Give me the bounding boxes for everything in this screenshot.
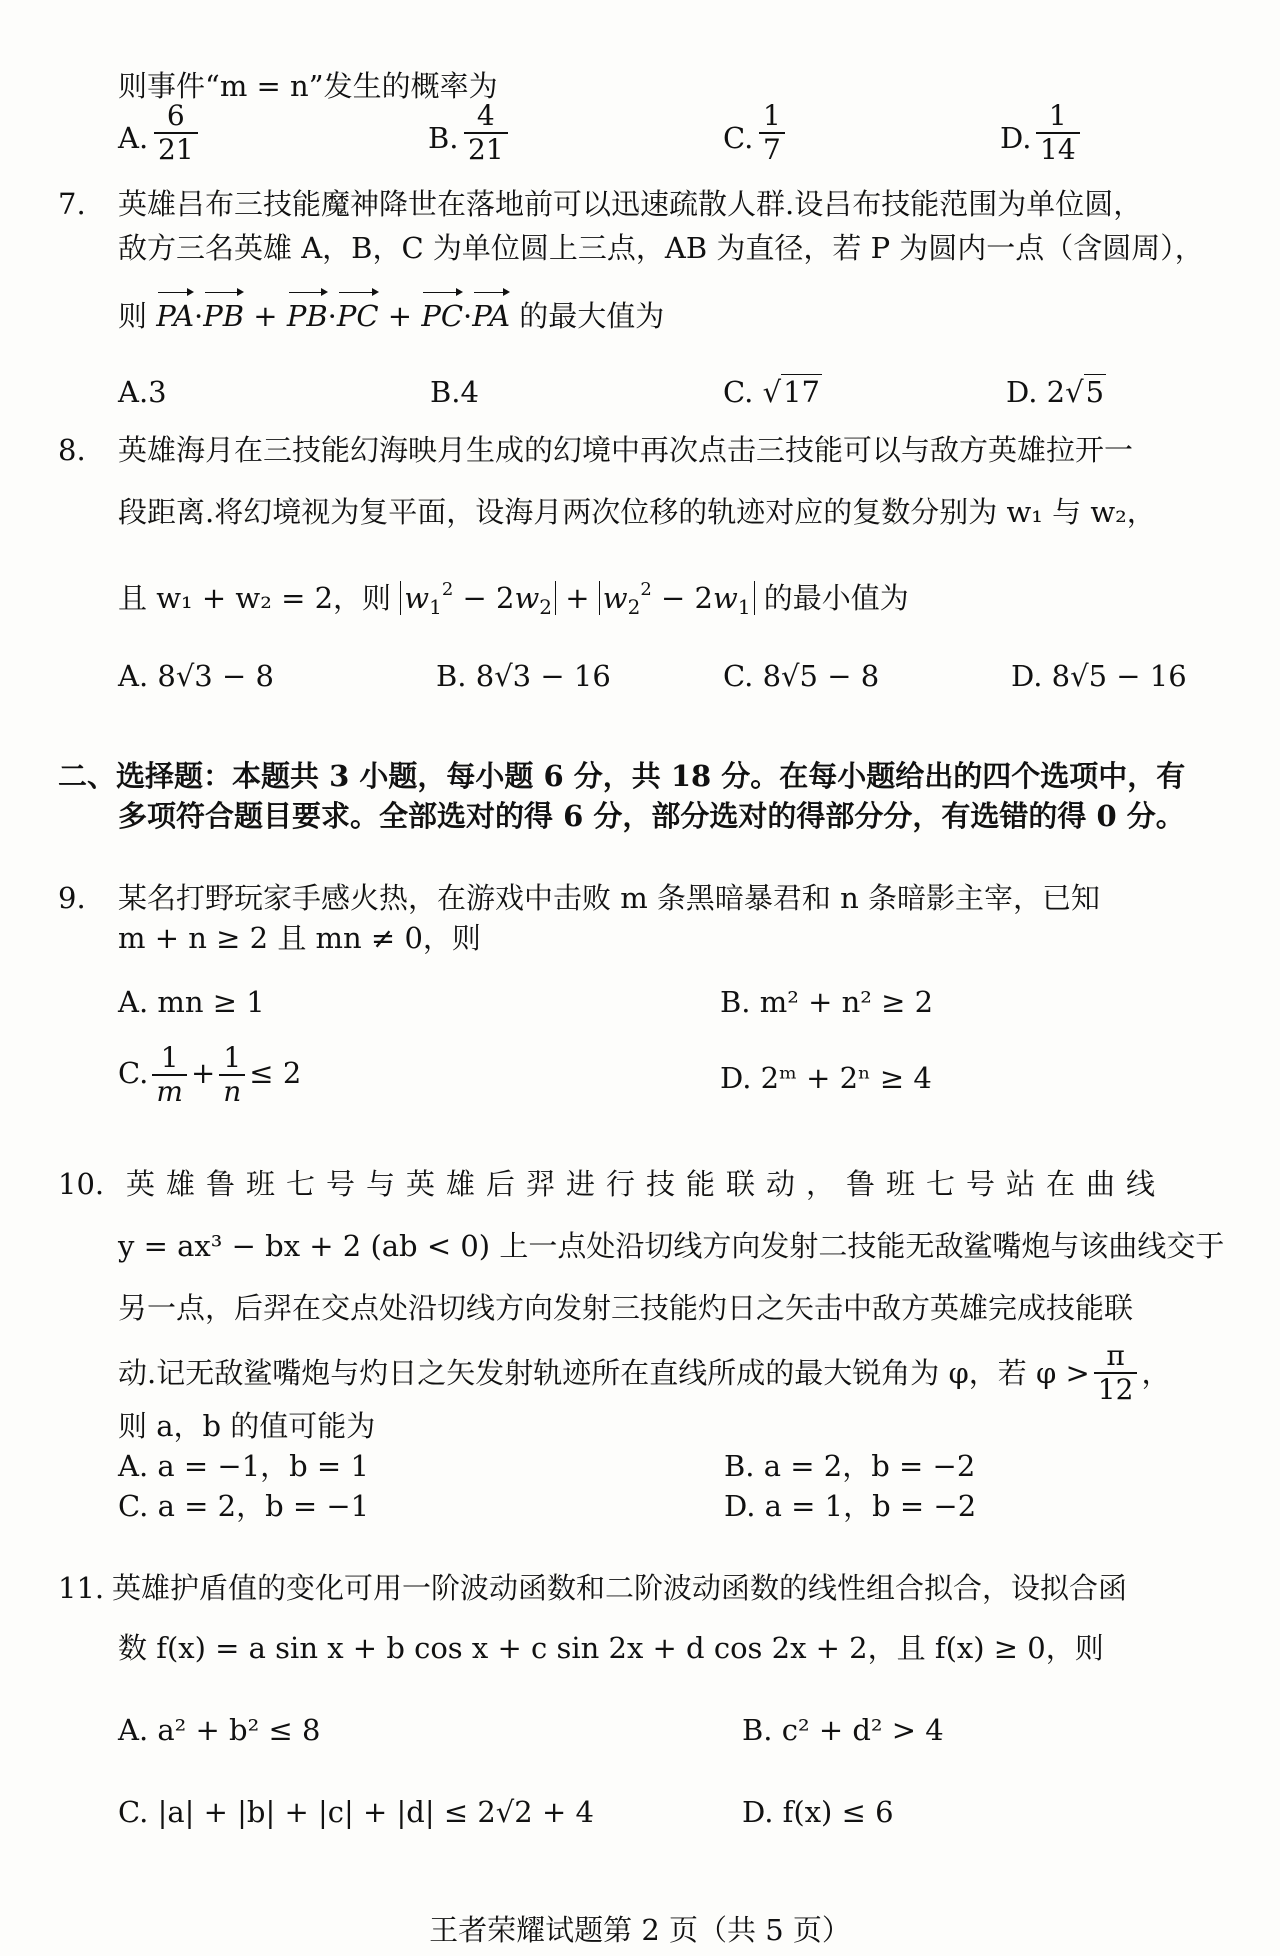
q10-option-c: C. a = 2，b = −1: [118, 1489, 370, 1523]
page-footer: 王者荣耀试题第 2 页（共 5 页）: [429, 1913, 851, 1947]
q8-option-d: D. 8√5 − 16: [1011, 659, 1187, 693]
q6-option-a-label: A.: [118, 121, 149, 155]
q11-option-a: A. a² + b² ≤ 8: [118, 1713, 321, 1747]
q7-line1: 英雄吕布三技能魔神降世在落地前可以迅速疏散人群.设吕布技能范围为单位圆，: [118, 187, 1143, 221]
section2-line2: 多项符合题目要求。全部选对的得 6 分，部分选对的得部分分，有选错的得 0 分。: [118, 799, 1185, 833]
q9-option-a: A. mn ≥ 1: [118, 985, 265, 1019]
q7-line2: 敌方三名英雄 A，B，C 为单位圆上三点，AB 为直径，若 P 为圆内一点（含圆周），: [118, 231, 1204, 265]
q6-option-c-frac: $\frac{1}{7}$: [759, 100, 785, 166]
q9-option-b: B. m² + n² ≥ 2: [720, 985, 934, 1019]
q8-line1: 英雄海月在三技能幻海映月生成的幻境中再次点击三技能可以与敌方英雄拉开一: [118, 433, 1134, 467]
q6-stem-tail: 则事件“m = n”发生的概率为: [118, 69, 498, 103]
q7-option-a: A.3: [118, 375, 167, 409]
q7-line3: 则 PA·PB + PB·PC + PC·PA 的最大值为: [118, 290, 664, 336]
q8-option-c: C. 8√5 − 8: [723, 659, 880, 693]
q11-number: 11.: [58, 1571, 105, 1605]
q10-line5: 则 a，b 的值可能为: [118, 1409, 376, 1443]
q8-line2: 段距离.将幻境视为复平面，设海月两次位移的轨迹对应的复数分别为 w₁ 与 w₂，: [118, 495, 1156, 529]
q6-option-a-frac: $\frac{6}{21}$: [154, 100, 198, 166]
q6-option-d-label: D.: [1000, 121, 1032, 155]
q10-line1: 英雄鲁班七号与英雄后羿进行技能联动，鲁班七号站在曲线: [126, 1167, 1167, 1201]
q10-line2: y = ax³ − bx + 2 (ab < 0) 上一点处沿切线方向发射二技能无敌鲨嘴炮与该曲线交于: [118, 1229, 1225, 1263]
q9-line2: m + n ≥ 2 且 mn ≠ 0，则: [118, 921, 481, 955]
q9-line1: 某名打野玩家手感火热，在游戏中击败 m 条黑暗暴君和 n 条暗影主宰，已知: [118, 881, 1101, 915]
q10-option-a: A. a = −1，b = 1: [118, 1449, 369, 1483]
q8-line3: 且 w₁ + w₂ = 2，则 $w_1^2 - 2w_2 + w_2^2 - 2w_1$ 的最小值为: [118, 579, 909, 619]
q11-option-d: D. f(x) ≤ 6: [742, 1795, 894, 1829]
q10-line3: 另一点，后羿在交点处沿切线方向发射三技能灼日之矢击中敌方英雄完成技能联: [118, 1291, 1134, 1325]
q10-option-d: D. a = 1，b = −2: [724, 1489, 977, 1523]
q8-option-b: B. 8√3 − 16: [436, 659, 611, 693]
q7-number: 7.: [58, 187, 86, 221]
q11-line2: 数 f(x) = a sin x + b cos x + c sin 2x + d cos 2x + 2，且 f(x) ≥ 0，则: [118, 1631, 1104, 1665]
q6-option-c-label: C.: [723, 121, 754, 155]
q7-option-c: C. √17: [723, 375, 820, 409]
q10-number: 10.: [58, 1167, 105, 1201]
q11-option-b: B. c² + d² > 4: [742, 1713, 944, 1747]
q11-line1: 英雄护盾值的变化可用一阶波动函数和二阶波动函数的线性组合拟合，设拟合函: [112, 1571, 1128, 1605]
q6-option-b-label: B.: [428, 121, 459, 155]
q9-number: 9.: [58, 881, 86, 915]
q7-option-b: B.4: [430, 375, 479, 409]
q9-option-d: D. 2ᵐ + 2ⁿ ≥ 4: [720, 1061, 932, 1095]
q6-option-b-frac: $\frac{4}{21}$: [464, 100, 508, 166]
q11-option-c: C. |a| + |b| + |c| + |d| ≤ 2√2 + 4: [118, 1795, 594, 1829]
section2-line1: 二、选择题：本题共 3 小题，每小题 6 分，共 18 分。在每小题给出的四个选项中，有: [58, 759, 1186, 793]
q7-option-d: D. 2√5: [1006, 375, 1105, 409]
q8-option-a: A. 8√3 − 8: [118, 659, 274, 693]
q10-line4: 动.记无敌鲨嘴炮与灼日之矢发射轨迹所在直线所成的最大锐角为 φ，若 φ > $\frac{\pi}{12}$ ，: [118, 1339, 1171, 1406]
q10-option-b: B. a = 2，b = −2: [724, 1449, 976, 1483]
q9-option-c: C. $\frac{1}{m}$ + $\frac{1}{n}$ ≤ 2: [118, 1041, 302, 1108]
q8-number: 8.: [58, 433, 86, 467]
q6-option-d-frac: $\frac{1}{14}$: [1036, 100, 1080, 166]
